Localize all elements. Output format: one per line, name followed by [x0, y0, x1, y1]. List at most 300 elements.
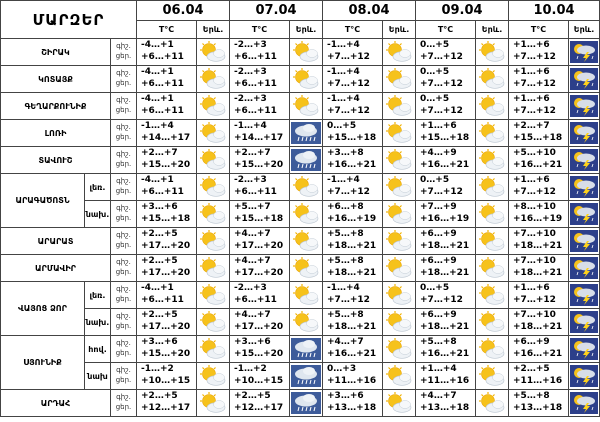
- partly-cloudy-icon: [197, 147, 230, 174]
- day-temp: +16…+21: [420, 349, 470, 359]
- partly-cloudy-icon: [383, 174, 416, 201]
- day-temp: +7…+12: [513, 52, 556, 62]
- date-header: 08.04: [323, 1, 416, 21]
- night-temp: -4…+1: [141, 94, 174, 104]
- partly-cloudy-icon: [290, 174, 323, 201]
- region-name: ԱՐԴԱՀ: [1, 390, 111, 417]
- rain-icon: [290, 390, 323, 417]
- day-temp: +12…+17: [234, 403, 284, 413]
- partly-cloudy-icon: [197, 309, 230, 336]
- partly-cloudy-icon: [290, 66, 323, 93]
- table-row: [1, 120, 600, 147]
- temperature-cell: [230, 282, 290, 309]
- partly-cloudy-icon: [476, 93, 509, 120]
- day-temp: +6…+11: [234, 295, 277, 305]
- partly-cloudy-icon: [383, 201, 416, 228]
- temperature-cell: [416, 120, 476, 147]
- day-temp: +15…+18: [234, 214, 284, 224]
- partly-cloudy-icon: [383, 147, 416, 174]
- thunderstorm-icon: [569, 336, 600, 363]
- partly-cloudy-icon: [383, 255, 416, 282]
- temp-column-header: T°C: [509, 21, 569, 39]
- rain-icon: [290, 336, 323, 363]
- partly-cloudy-icon: [476, 336, 509, 363]
- temp-column-header: T°C: [137, 21, 197, 39]
- sub-region: լեռ.: [85, 282, 111, 309]
- temperature-cell: [137, 336, 197, 363]
- day-temp: +7…+12: [420, 106, 463, 116]
- day-night-labels: [111, 39, 137, 66]
- icon-column-header: Երև.: [383, 21, 416, 39]
- night-temp: +3…+6: [234, 337, 271, 347]
- thunderstorm-icon: [569, 174, 600, 201]
- thunderstorm-icon: [569, 93, 600, 120]
- day-temp: +15…+18: [141, 214, 191, 224]
- sub-region: նախ.: [85, 309, 111, 336]
- partly-cloudy-icon: [197, 336, 230, 363]
- table-row: [1, 282, 600, 309]
- day-temp: +7…+12: [327, 79, 370, 89]
- partly-cloudy-icon: [476, 309, 509, 336]
- day-temp: +18…+21: [513, 241, 563, 251]
- day-night-labels: [111, 336, 137, 363]
- day-label: ցեր.: [115, 187, 132, 195]
- partly-cloudy-icon: [197, 201, 230, 228]
- temperature-cell: [230, 228, 290, 255]
- day-label: ցեր.: [115, 160, 132, 168]
- day-night-labels: [111, 228, 137, 255]
- forecast-body: [1, 39, 600, 417]
- temperature-cell: [323, 336, 383, 363]
- temperature-cell: [416, 390, 476, 417]
- temperature-cell: [137, 255, 197, 282]
- night-temp: +3…+8: [327, 148, 364, 158]
- night-temp: 0…+5: [327, 121, 357, 131]
- night-temp: +8…+10: [513, 202, 556, 212]
- thunderstorm-icon: [569, 363, 600, 390]
- day-temp: +16…+19: [513, 214, 563, 224]
- day-temp: +15…+18: [513, 133, 563, 143]
- day-temp: +15…+18: [420, 133, 470, 143]
- day-night-labels: [111, 147, 137, 174]
- night-temp: 0…+3: [327, 364, 357, 374]
- night-temp: +1…+6: [513, 40, 550, 50]
- night-temp: -4…+1: [141, 175, 174, 185]
- partly-cloudy-icon: [290, 309, 323, 336]
- day-temp: +14…+17: [234, 133, 284, 143]
- day-night-labels: [111, 390, 137, 417]
- day-temp: +7…+12: [327, 187, 370, 197]
- sub-region: հով.: [85, 336, 111, 363]
- partly-cloudy-icon: [383, 390, 416, 417]
- temperature-cell: [323, 255, 383, 282]
- partly-cloudy-icon: [290, 282, 323, 309]
- day-temp: +16…+19: [420, 214, 470, 224]
- day-label: ցեր.: [115, 295, 132, 303]
- night-temp: +2…+7: [513, 121, 550, 131]
- temperature-cell: [230, 120, 290, 147]
- temperature-cell: [416, 255, 476, 282]
- night-label: գիշ.: [116, 123, 131, 131]
- night-label: գիշ.: [116, 150, 131, 158]
- night-temp: +7…+10: [513, 229, 556, 239]
- temperature-cell: [509, 228, 569, 255]
- table-row: [1, 363, 600, 390]
- temperature-cell: [230, 255, 290, 282]
- night-temp: +4…+7: [234, 256, 271, 266]
- table-row: [1, 228, 600, 255]
- day-temp: +7…+12: [513, 106, 556, 116]
- night-temp: -1…+4: [327, 175, 360, 185]
- temp-column-header: T°C: [323, 21, 383, 39]
- night-temp: -4…+1: [141, 40, 174, 50]
- partly-cloudy-icon: [197, 390, 230, 417]
- region-name: ՍՅՈՒՆԻՔ: [1, 336, 85, 390]
- night-temp: +7…+9: [420, 202, 457, 212]
- day-temp: +17…+20: [234, 268, 284, 278]
- temperature-cell: [509, 201, 569, 228]
- partly-cloudy-icon: [197, 120, 230, 147]
- temperature-cell: [416, 66, 476, 93]
- temperature-cell: [509, 390, 569, 417]
- day-temp: +15…+20: [141, 160, 191, 170]
- table-row: [1, 201, 600, 228]
- region-name: ՏԱՎՈՒՇ: [1, 147, 111, 174]
- region-name: ԱՐԱՐԱՏ: [1, 228, 111, 255]
- day-temp: +7…+12: [420, 79, 463, 89]
- thunderstorm-icon: [569, 66, 600, 93]
- temperature-cell: [323, 66, 383, 93]
- temperature-cell: [323, 228, 383, 255]
- day-temp: +14…+17: [141, 133, 191, 143]
- night-temp: -1…+2: [141, 364, 174, 374]
- day-night-labels: [111, 363, 137, 390]
- day-temp: +7…+12: [327, 52, 370, 62]
- date-header: 07.04: [230, 1, 323, 21]
- partly-cloudy-icon: [197, 174, 230, 201]
- night-temp: -2…+3: [234, 175, 267, 185]
- temperature-cell: [137, 309, 197, 336]
- night-temp: +2…+5: [141, 256, 178, 266]
- day-temp: +15…+20: [141, 349, 191, 359]
- night-temp: +1…+6: [513, 175, 550, 185]
- temperature-cell: [230, 201, 290, 228]
- thunderstorm-icon: [569, 390, 600, 417]
- day-temp: +16…+21: [327, 160, 377, 170]
- night-temp: 0…+5: [420, 94, 450, 104]
- temperature-cell: [230, 93, 290, 120]
- day-label: ցեր.: [115, 403, 132, 411]
- night-temp: -1…+4: [327, 67, 360, 77]
- temperature-cell: [323, 390, 383, 417]
- temperature-cell: [323, 39, 383, 66]
- table-row: [1, 336, 600, 363]
- temperature-cell: [137, 147, 197, 174]
- day-temp: +15…+18: [327, 133, 377, 143]
- thunderstorm-icon: [569, 120, 600, 147]
- night-temp: +2…+5: [234, 391, 271, 401]
- night-temp: +7…+10: [513, 310, 556, 320]
- partly-cloudy-icon: [476, 390, 509, 417]
- night-temp: +1…+4: [420, 364, 457, 374]
- partly-cloudy-icon: [383, 309, 416, 336]
- day-temp: +17…+20: [141, 322, 191, 332]
- day-temp: +7…+12: [513, 295, 556, 305]
- night-temp: 0…+5: [420, 67, 450, 77]
- night-temp: +1…+6: [513, 94, 550, 104]
- day-temp: +17…+20: [141, 268, 191, 278]
- region-name: ՇԻՐԱԿ: [1, 39, 111, 66]
- temperature-cell: [416, 309, 476, 336]
- partly-cloudy-icon: [197, 255, 230, 282]
- night-temp: -4…+1: [141, 283, 174, 293]
- thunderstorm-icon: [569, 147, 600, 174]
- partly-cloudy-icon: [383, 228, 416, 255]
- icon-column-header: Երև.: [197, 21, 230, 39]
- day-label: ցեր.: [115, 349, 132, 357]
- day-temp: +6…+11: [234, 79, 277, 89]
- day-temp: +6…+11: [234, 106, 277, 116]
- day-temp: +16…+19: [327, 214, 377, 224]
- temperature-cell: [230, 174, 290, 201]
- night-temp: +5…+8: [327, 229, 364, 239]
- temperature-cell: [137, 174, 197, 201]
- icon-column-header: Երև.: [476, 21, 509, 39]
- night-temp: -4…+1: [141, 67, 174, 77]
- day-temp: +12…+17: [141, 403, 191, 413]
- day-label: ցեր.: [115, 241, 132, 249]
- temperature-cell: [509, 282, 569, 309]
- day-night-labels: [111, 201, 137, 228]
- day-temp: +6…+11: [141, 79, 184, 89]
- partly-cloudy-icon: [476, 282, 509, 309]
- night-temp: +2…+7: [141, 148, 178, 158]
- temperature-cell: [230, 336, 290, 363]
- temperature-cell: [509, 66, 569, 93]
- day-temp: +10…+15: [141, 376, 191, 386]
- temperature-cell: [137, 228, 197, 255]
- night-temp: +2…+5: [141, 391, 178, 401]
- partly-cloudy-icon: [197, 39, 230, 66]
- night-temp: +4…+9: [420, 148, 457, 158]
- day-temp: +6…+11: [141, 52, 184, 62]
- temp-column-header: T°C: [416, 21, 476, 39]
- night-label: գիշ.: [116, 258, 131, 266]
- thunderstorm-icon: [569, 255, 600, 282]
- temperature-cell: [509, 120, 569, 147]
- region-name: ԳԵՂԱՐՔՈՒՆԻՔ: [1, 93, 111, 120]
- temperature-cell: [323, 363, 383, 390]
- day-temp: +7…+12: [513, 79, 556, 89]
- partly-cloudy-icon: [476, 363, 509, 390]
- thunderstorm-icon: [569, 309, 600, 336]
- night-temp: +3…+6: [141, 202, 178, 212]
- temperature-cell: [509, 363, 569, 390]
- night-temp: +7…+10: [513, 256, 556, 266]
- thunderstorm-icon: [569, 201, 600, 228]
- day-temp: +7…+12: [420, 52, 463, 62]
- night-temp: -1…+4: [327, 283, 360, 293]
- day-temp: +7…+12: [420, 295, 463, 305]
- day-night-labels: [111, 93, 137, 120]
- night-temp: +2…+5: [141, 229, 178, 239]
- night-label: գիշ.: [116, 312, 131, 320]
- temperature-cell: [323, 282, 383, 309]
- day-label: ցեր.: [115, 268, 132, 276]
- day-night-labels: [111, 282, 137, 309]
- day-temp: +7…+12: [327, 106, 370, 116]
- night-temp: +5…+8: [327, 256, 364, 266]
- night-temp: +6…+9: [420, 229, 457, 239]
- day-label: ցեր.: [115, 214, 132, 222]
- day-label: ցեր.: [115, 52, 132, 60]
- night-label: գիշ.: [116, 204, 131, 212]
- day-temp: +18…+21: [513, 268, 563, 278]
- partly-cloudy-icon: [383, 120, 416, 147]
- night-temp: +5…+8: [327, 310, 364, 320]
- temperature-cell: [416, 201, 476, 228]
- temp-column-header: T°C: [230, 21, 290, 39]
- night-label: գիշ.: [116, 177, 131, 185]
- night-temp: 0…+5: [420, 40, 450, 50]
- temperature-cell: [323, 93, 383, 120]
- temperature-cell: [509, 309, 569, 336]
- region-name: ԱՐՄԱՎԻՐ: [1, 255, 111, 282]
- temperature-cell: [137, 66, 197, 93]
- table-row: [1, 309, 600, 336]
- temperature-cell: [323, 309, 383, 336]
- partly-cloudy-icon: [383, 363, 416, 390]
- day-temp: +18…+21: [420, 322, 470, 332]
- day-temp: +18…+21: [327, 268, 377, 278]
- partly-cloudy-icon: [383, 93, 416, 120]
- day-night-labels: [111, 255, 137, 282]
- date-header: 06.04: [137, 1, 230, 21]
- temperature-cell: [137, 120, 197, 147]
- night-temp: +4…+7: [234, 229, 271, 239]
- partly-cloudy-icon: [197, 93, 230, 120]
- day-label: ցեր.: [115, 376, 132, 384]
- temperature-cell: [230, 390, 290, 417]
- day-temp: +6…+11: [234, 52, 277, 62]
- icon-column-header: Երև.: [569, 21, 600, 39]
- thunderstorm-icon: [569, 39, 600, 66]
- temperature-cell: [137, 282, 197, 309]
- temperature-cell: [416, 147, 476, 174]
- partly-cloudy-icon: [197, 228, 230, 255]
- temperature-cell: [137, 93, 197, 120]
- night-temp: -1…+4: [234, 121, 267, 131]
- day-temp: +6…+11: [234, 187, 277, 197]
- thunderstorm-icon: [569, 228, 600, 255]
- temperature-cell: [509, 93, 569, 120]
- thunderstorm-icon: [569, 282, 600, 309]
- night-temp: +3…+6: [327, 391, 364, 401]
- region-name: ՎԱՅՈՑ ՁՈՐ: [1, 282, 85, 336]
- temperature-cell: [416, 282, 476, 309]
- night-label: գիշ.: [116, 42, 131, 50]
- night-temp: +4…+7: [234, 310, 271, 320]
- temperature-cell: [416, 93, 476, 120]
- partly-cloudy-icon: [197, 363, 230, 390]
- day-temp: +18…+21: [327, 322, 377, 332]
- temperature-cell: [323, 201, 383, 228]
- day-label: ցեր.: [115, 79, 132, 87]
- night-label: գիշ.: [116, 96, 131, 104]
- sub-region: նախ: [85, 363, 111, 390]
- night-temp: +5…+8: [420, 337, 457, 347]
- night-temp: +6…+9: [420, 310, 457, 320]
- partly-cloudy-icon: [197, 282, 230, 309]
- temperature-cell: [509, 255, 569, 282]
- day-temp: +18…+21: [420, 268, 470, 278]
- temperature-cell: [230, 39, 290, 66]
- table-title: ՄԱՐԶԵՐ: [1, 1, 137, 39]
- night-temp: +5…+10: [513, 148, 556, 158]
- day-label: ցեր.: [115, 133, 132, 141]
- day-temp: +7…+12: [327, 295, 370, 305]
- rain-icon: [290, 147, 323, 174]
- partly-cloudy-icon: [290, 201, 323, 228]
- day-temp: +18…+21: [327, 241, 377, 251]
- night-temp: -1…+4: [327, 94, 360, 104]
- day-temp: +16…+21: [513, 349, 563, 359]
- day-temp: +13…+18: [420, 403, 470, 413]
- table-row: [1, 39, 600, 66]
- night-label: գիշ.: [116, 366, 131, 374]
- day-temp: +15…+20: [234, 349, 284, 359]
- night-temp: +6…+8: [327, 202, 364, 212]
- night-label: գիշ.: [116, 231, 131, 239]
- partly-cloudy-icon: [290, 93, 323, 120]
- day-temp: +11…+16: [420, 376, 470, 386]
- partly-cloudy-icon: [476, 228, 509, 255]
- rain-icon: [290, 363, 323, 390]
- night-temp: +3…+6: [141, 337, 178, 347]
- night-temp: -2…+3: [234, 283, 267, 293]
- night-temp: +6…+9: [420, 256, 457, 266]
- day-temp: +7…+12: [513, 187, 556, 197]
- night-temp: +6…+9: [513, 337, 550, 347]
- table-row: [1, 390, 600, 417]
- temperature-cell: [137, 390, 197, 417]
- temperature-cell: [230, 147, 290, 174]
- night-temp: -1…+2: [234, 364, 267, 374]
- region-name: ԿՈՏԱՅՔ: [1, 66, 111, 93]
- table-row: [1, 66, 600, 93]
- day-night-labels: [111, 309, 137, 336]
- day-temp: +13…+18: [513, 403, 563, 413]
- temperature-cell: [230, 363, 290, 390]
- night-temp: +1…+6: [420, 121, 457, 131]
- night-temp: +1…+6: [513, 283, 550, 293]
- partly-cloudy-icon: [383, 282, 416, 309]
- night-temp: +2…+5: [141, 310, 178, 320]
- temperature-cell: [416, 174, 476, 201]
- partly-cloudy-icon: [476, 174, 509, 201]
- partly-cloudy-icon: [290, 255, 323, 282]
- night-temp: 0…+5: [420, 175, 450, 185]
- day-temp: +6…+11: [141, 187, 184, 197]
- partly-cloudy-icon: [383, 39, 416, 66]
- temperature-cell: [137, 363, 197, 390]
- partly-cloudy-icon: [197, 66, 230, 93]
- day-temp: +17…+20: [141, 241, 191, 251]
- day-temp: +16…+21: [513, 160, 563, 170]
- temperature-cell: [137, 39, 197, 66]
- day-temp: +18…+21: [513, 322, 563, 332]
- partly-cloudy-icon: [383, 336, 416, 363]
